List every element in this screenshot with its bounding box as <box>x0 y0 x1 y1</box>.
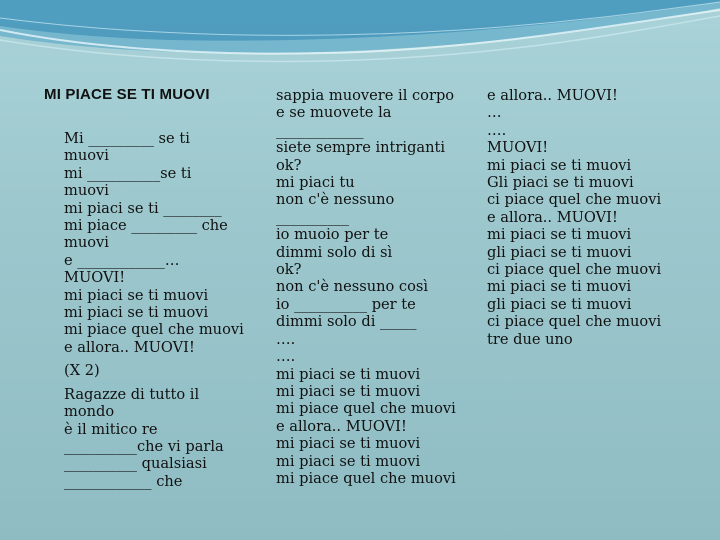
lyric-line: io __________ per te <box>276 295 416 313</box>
lyric-line: ____________ <box>276 121 364 139</box>
lyric-line: mi piaci tu <box>276 174 355 192</box>
lyric-line: mi piace _________ che <box>64 217 228 235</box>
lyric-line: ok? <box>276 156 302 174</box>
lyric-line: mi piaci se ti ________ <box>64 199 222 217</box>
lyric-line: mi piaci se ti muovi <box>487 226 632 244</box>
lyrics-column-1 <box>64 130 259 490</box>
lyric-line: e allora.. MUOVI! <box>276 417 407 435</box>
lyric-line: non c'è nessuno così <box>276 278 429 296</box>
lyric-line: tre due uno <box>487 330 573 348</box>
lyric-line: ____________ che <box>64 472 183 490</box>
lyric-line: muovi <box>64 147 109 165</box>
lyric-line: e ____________… <box>64 251 180 269</box>
lyric-line: mi piaci se ti muovi <box>487 278 632 296</box>
lyric-line: mi piace quel che muovi <box>64 321 244 339</box>
lyric-line: __________ qualsiasi <box>64 455 207 473</box>
lyric-line: mi piace quel che muovi <box>276 469 456 487</box>
lyric-line: dimmi solo di _____ <box>276 313 417 331</box>
lyric-line: muovi <box>64 234 109 252</box>
lyric-line: ci piace quel che muovi <box>487 261 662 279</box>
lyrics-column-2 <box>276 87 476 487</box>
lyric-line: … <box>487 104 502 122</box>
lyric-line: mi piaci se ti muovi <box>276 365 421 383</box>
lyric-line: MUOVI! <box>64 269 126 287</box>
lyric-line: mi __________se ti <box>64 164 192 182</box>
lyric-line: è il mitico re <box>64 420 158 438</box>
lyric-line: gli piaci se ti muovi <box>487 295 632 313</box>
lyric-line: …. <box>276 330 296 348</box>
lyric-line: ci piace quel che muovi <box>487 191 662 209</box>
lyrics-column-3 <box>487 87 687 348</box>
lyric-line: e allora.. MUOVI! <box>487 87 618 104</box>
lyric-line: Gli piaci se ti muovi <box>487 174 634 192</box>
lyric-line: e se muovete la <box>276 104 392 122</box>
lyric-line: Mi _________ se ti <box>64 130 190 147</box>
lyric-line: Ragazze di tutto il <box>64 385 200 403</box>
decorative-wave-banner <box>0 0 720 80</box>
lyric-line: …. <box>276 348 296 366</box>
slide-title: MI PIACE SE TI MUOVI <box>44 86 210 103</box>
lyric-line: __________ <box>276 208 349 226</box>
lyric-line: mi piaci se ti muovi <box>64 286 209 304</box>
lyric-line: __________che vi parla <box>64 437 224 455</box>
lyric-line: dimmi solo di sì <box>276 243 393 261</box>
lyric-line: mi piaci se ti muovi <box>276 435 421 453</box>
lyric-line: mi piace quel che muovi <box>276 400 456 418</box>
lyric-line: sappia muovere il corpo <box>276 87 455 104</box>
lyric-line: mi piaci se ti muovi <box>487 156 632 174</box>
lyric-line: e allora.. MUOVI! <box>487 208 618 226</box>
lyric-line: gli piaci se ti muovi <box>487 243 632 261</box>
lyric-line: mi piaci se ti muovi <box>64 304 209 322</box>
lyric-line: MUOVI! <box>487 139 549 157</box>
lyric-line: mi piaci se ti muovi <box>276 382 421 400</box>
lyric-line: io muoio per te <box>276 226 389 244</box>
lyric-line: mi piaci se ti muovi <box>276 452 421 470</box>
lyric-line: muovi <box>64 182 109 200</box>
lyric-line: siete sempre intriganti <box>276 139 446 157</box>
lyric-line: e allora.. MUOVI! <box>64 338 195 356</box>
lyric-line: …. <box>487 121 507 139</box>
lyric-line: non c'è nessuno <box>276 191 395 209</box>
lyric-line: ok? <box>276 261 302 279</box>
lyric-line: mondo <box>64 403 115 421</box>
lyric-line: ci piace quel che muovi <box>487 313 662 331</box>
lyric-line: (X 2) <box>64 362 100 380</box>
